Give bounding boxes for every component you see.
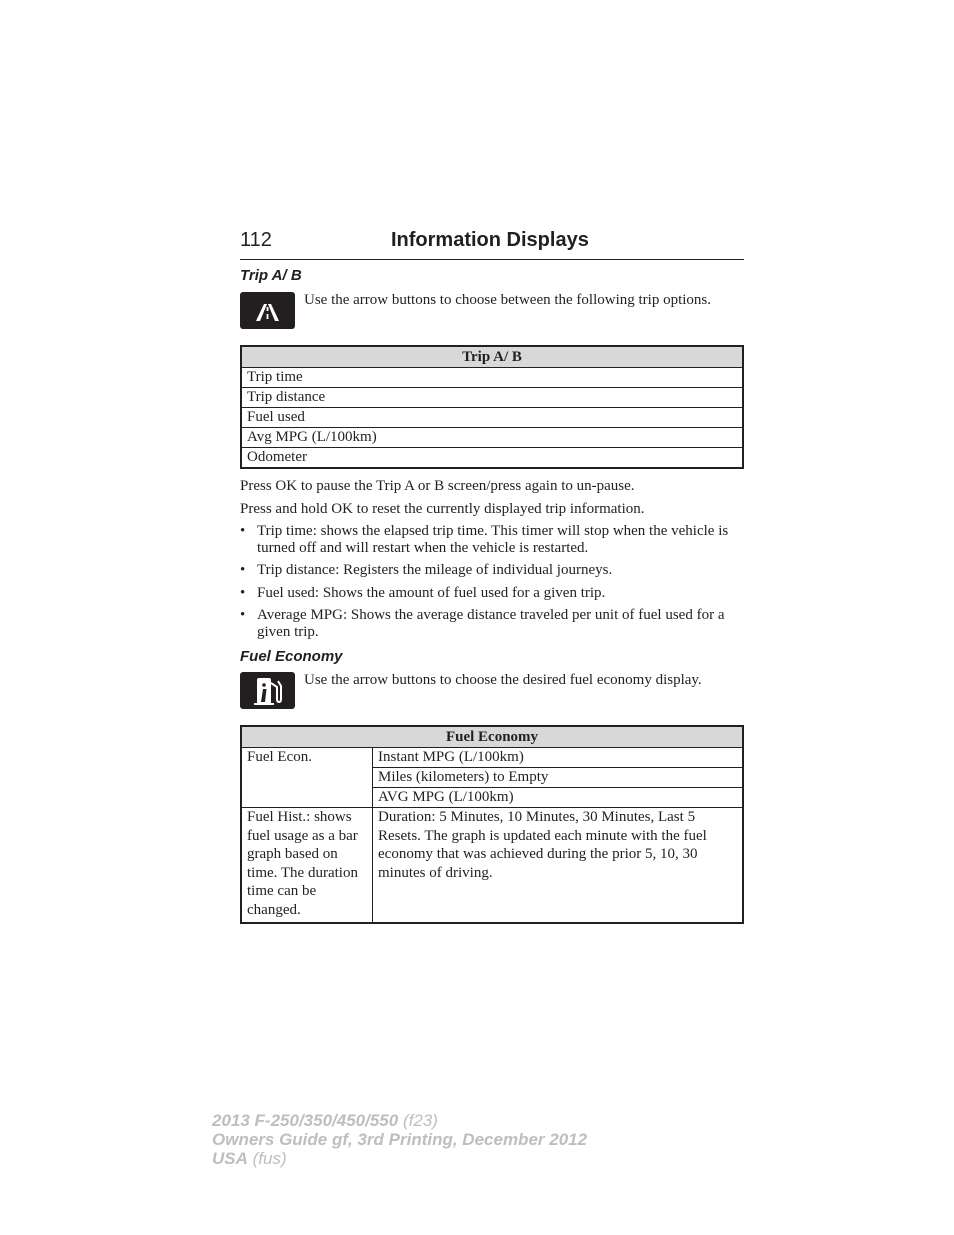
fuel-pump-info-icon bbox=[240, 672, 295, 709]
trip-paragraph-reset: Press and hold OK to reset the currently displayed trip information. bbox=[240, 501, 645, 517]
footer-model: 2013 F-250/350/450/550 bbox=[212, 1111, 399, 1130]
fuel-table bbox=[240, 725, 744, 924]
road-icon bbox=[240, 292, 295, 329]
fuel-econ-option-miles-to-empty: Miles (kilometers) to Empty bbox=[373, 768, 744, 788]
bullet-trip-distance: Trip distance: Registers the mileage of individual journeys. bbox=[257, 562, 613, 578]
trip-option-odometer: Odometer bbox=[241, 448, 743, 469]
page-header bbox=[240, 229, 744, 260]
footer-edition: Owners Guide gf, 3rd Printing, December 2012 bbox=[212, 1130, 588, 1149]
fuel-hist-label: Fuel Hist.: shows fuel usage as a bar graph based on time. The duration time can be changed. bbox=[241, 808, 373, 923]
fuel-intro: Use the arrow buttons to choose the desired fuel economy display. bbox=[304, 672, 702, 688]
fuel-table-header: Fuel Economy bbox=[241, 726, 743, 748]
table-row bbox=[241, 428, 743, 448]
trip-heading: Trip A/ B bbox=[240, 267, 302, 284]
document-footer bbox=[212, 1111, 587, 1168]
trip-option-fuel-used: Fuel used bbox=[241, 408, 743, 428]
fuel-econ-option-instant: Instant MPG (L/100km) bbox=[373, 748, 744, 768]
table-row bbox=[241, 368, 743, 388]
fuel-econ-label: Fuel Econ. bbox=[241, 748, 373, 808]
table-row bbox=[241, 748, 743, 768]
table-row bbox=[241, 388, 743, 408]
bullet-trip-time: Trip time: shows the elapsed trip time. This timer will stop when the vehicle is turned off and will restart when the vehicle is restarted. bbox=[257, 523, 729, 556]
trip-intro: Use the arrow buttons to choose between the following trip options. bbox=[304, 292, 712, 308]
footer-model-code: (f23) bbox=[398, 1111, 438, 1130]
trip-table-header: Trip A/ B bbox=[241, 346, 743, 368]
trip-option-avg-mpg: Avg MPG (L/100km) bbox=[241, 428, 743, 448]
page-title: Information Displays bbox=[391, 229, 589, 251]
table-row bbox=[241, 808, 743, 923]
trip-option-trip-distance: Trip distance bbox=[241, 388, 743, 408]
fuel-econ-option-avg: AVG MPG (L/100km) bbox=[373, 788, 744, 808]
table-row bbox=[241, 408, 743, 428]
footer-market-code: (fus) bbox=[247, 1149, 287, 1168]
bullet-fuel-used: Fuel used: Shows the amount of fuel used for a given trip. bbox=[257, 585, 606, 601]
table-row bbox=[241, 448, 743, 469]
bullet-average-mpg: Average MPG: Shows the average distance traveled per unit of fuel used for a given trip. bbox=[257, 607, 725, 640]
page-number: 112 bbox=[240, 229, 272, 251]
trip-paragraph-pause: Press OK to pause the Trip A or B screen/press again to un-pause. bbox=[240, 478, 635, 494]
trip-option-trip-time: Trip time bbox=[241, 368, 743, 388]
fuel-hist-description: Duration: 5 Minutes, 10 Minutes, 30 Minutes, Last 5 Resets. The graph is updated each minute with the fuel economy that was achieved during the prior 5, 10, 30 minutes of driving. bbox=[373, 808, 744, 923]
trip-table bbox=[240, 345, 744, 469]
footer-market: USA bbox=[212, 1149, 248, 1168]
fuel-heading: Fuel Economy bbox=[240, 648, 343, 665]
